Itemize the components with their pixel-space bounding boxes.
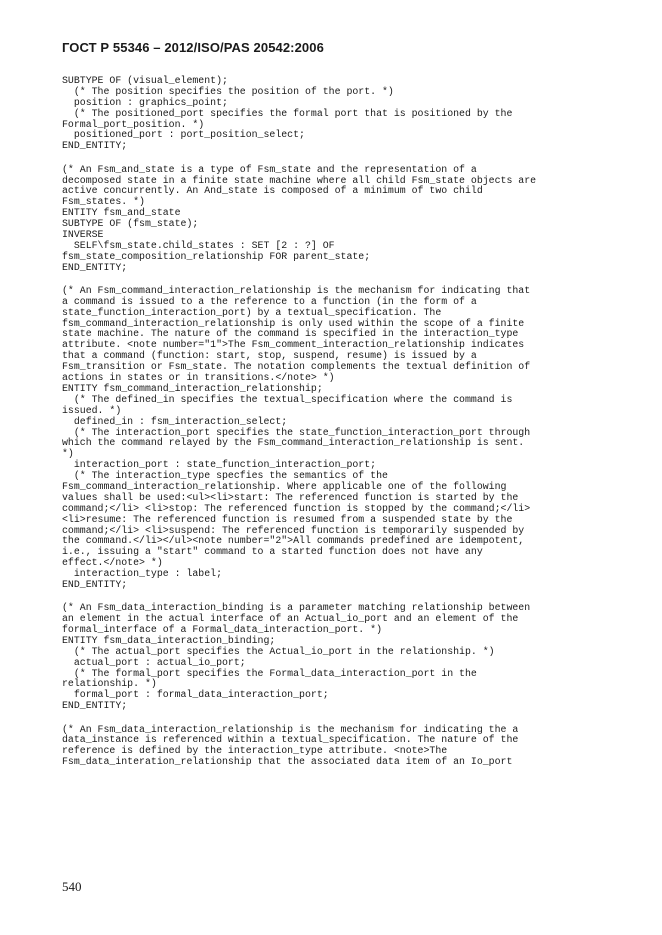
code-block [62, 76, 607, 152]
code-line: which the command relayed by the Fsm_command_interaction_relationship is sent. [62, 437, 525, 449]
code-line: command;</li> <li>stop: The referenced function is stopped by the command;</li> [62, 502, 531, 514]
code-line: END_ENTITY; [62, 578, 128, 590]
code-line: a command is issued to a the reference to a function (in the form of a [62, 295, 477, 307]
code-line: <li>resume: The referenced function is resumed from a suspended state by the [62, 513, 513, 525]
express-code-listing [62, 76, 607, 768]
code-line: END_ENTITY; [62, 700, 128, 712]
code-line: values shall be used:<ul><li>start: The referenced function is started by the [62, 491, 519, 503]
code-line: actions in states or in transitions.</note> *) [62, 372, 335, 384]
code-line: END_ENTITY; [62, 261, 128, 273]
code-line: (* An Fsm_and_state is a type of Fsm_state and the representation of a [62, 163, 477, 175]
code-line: fsm_command_interaction_relationship is only used within the scope of a finite [62, 317, 525, 329]
code-line: (* An Fsm_command_interaction_relationship is the mechanism for indicating that [62, 284, 531, 296]
code-line: SUBTYPE OF (visual_element); [62, 75, 228, 86]
code-line: positioned_port : port_position_select; [62, 129, 305, 141]
code-line: position : graphics_point; [62, 96, 228, 108]
code-line: actual_port : actual_io_port; [62, 656, 246, 668]
code-line: (* The interaction_type specfies the semantics of the [62, 470, 388, 482]
block-separator [62, 712, 607, 724]
code-line: ENTITY fsm_command_interaction_relationship; [62, 382, 323, 394]
code-line: fsm_state_composition_relationship FOR parent_state; [62, 250, 371, 262]
code-line: reference is defined by the interaction_type attribute. <note>The [62, 745, 448, 757]
block-separator [62, 152, 607, 164]
code-line: SELF\fsm_state.child_states : SET [2 : ?] OF [62, 239, 335, 251]
code-line: i.e., issuing a "start" command to a started function does not have any [62, 546, 483, 558]
code-line: formal_port : formal_data_interaction_port; [62, 689, 329, 701]
code-line: decomposed state in a finite state machine where all child Fsm_state objects are [62, 174, 537, 186]
code-line: SUBTYPE OF (fsm_state); [62, 218, 199, 230]
code-line: effect.</note> *) [62, 557, 163, 569]
code-line: defined_in : fsm_interaction_select; [62, 415, 288, 427]
code-line: an element in the actual interface of an Actual_io_port and an element of the [62, 613, 519, 625]
code-line: attribute. <note number="1">The Fsm_comment_interaction_relationship indicates [62, 339, 525, 351]
code-line: (* The formal_port specifies the Formal_data_interaction_port in the [62, 667, 477, 679]
code-line: (* An Fsm_data_interaction_binding is a parameter matching relationship between [62, 602, 531, 614]
code-line: relationship. *) [62, 678, 157, 690]
code-block [62, 603, 607, 712]
code-line: Fsm_states. *) [62, 196, 145, 208]
code-line: (* An Fsm_data_interaction_relationship is the mechanism for indicating the a [62, 723, 519, 735]
code-line: END_ENTITY; [62, 140, 128, 152]
code-line: active concurrently. An And_state is composed of a minimum of two child [62, 185, 483, 197]
code-line: state_function_interaction_port) by a textual_specification. The [62, 306, 442, 318]
code-line: the command.</li></ul><note number="2">All commands predefined are idempotent, [62, 535, 525, 547]
code-line: formal_interface of a Formal_data_interaction_port. *) [62, 624, 383, 636]
page-number: 540 [62, 879, 82, 894]
code-line: INVERSE [62, 228, 104, 240]
code-block [62, 725, 607, 769]
code-line: interaction_type : label; [62, 568, 223, 580]
code-line: ENTITY fsm_data_interaction_binding; [62, 634, 276, 646]
code-line: interaction_port : state_function_interaction_port; [62, 459, 377, 471]
code-line: Fsm_transition or Fsm_state. The notation complements the textual definition of [62, 361, 531, 373]
code-line: (* The position specifies the position of the port. *) [62, 85, 394, 97]
code-line: issued. *) [62, 404, 122, 416]
code-line: Formal_port_position. *) [62, 118, 205, 130]
code-line: state machine. The nature of the command is specified in the interaction_type [62, 328, 519, 340]
code-line: (* The interaction_port specifies the state_function_interaction_port through [62, 426, 531, 438]
code-line: (* The defined_in specifies the textual_specification where the command is [62, 393, 513, 405]
code-block [62, 286, 607, 591]
code-line: Fsm_command_interaction_relationship. Where applicable one of the following [62, 480, 507, 492]
code-line: command;</li> <li>suspend: The referenced function is temporarily suspended by [62, 524, 525, 536]
code-line: (* The positioned_port specifies the formal port that is positioned by the [62, 107, 513, 119]
code-line: that a command (function: start, stop, suspend, resume) is issued by a [62, 350, 477, 362]
document-header: ГОСТ Р 55346 – 2012/ISO/PAS 20542:2006 [62, 40, 324, 55]
code-line: *) [62, 448, 74, 460]
code-line: Fsm_data_interation_relationship that the associated data item of an Io_port [62, 756, 513, 768]
code-line: ENTITY fsm_and_state [62, 207, 181, 219]
code-block [62, 165, 607, 274]
code-line: (* The actual_port specifies the Actual_io_port in the relationship. *) [62, 645, 495, 657]
code-line: data_instance is referenced within a textual_specification. The nature of the [62, 734, 519, 746]
